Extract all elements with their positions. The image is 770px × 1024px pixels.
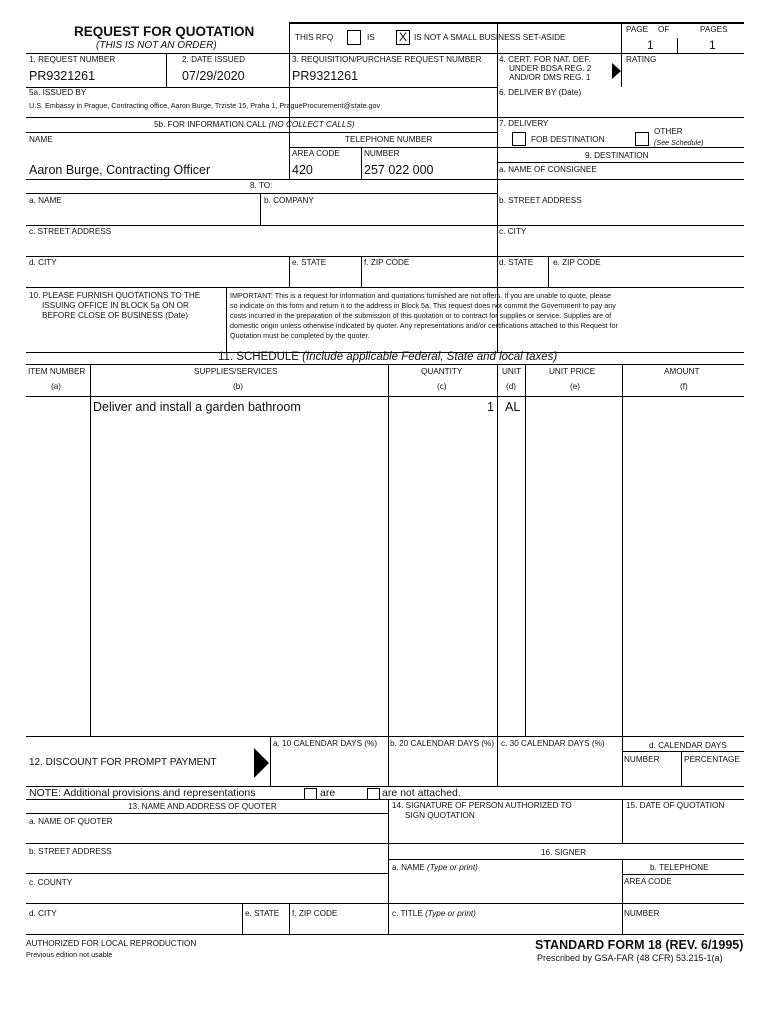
small-business-is-not-checkbox[interactable]: [396, 30, 410, 45]
footer-form-name: STANDARD FORM 18 (REV. 6/1995): [535, 938, 744, 952]
signer-number-label: NUMBER: [624, 909, 660, 918]
fob-destination-checkbox[interactable]: [512, 132, 526, 146]
info-call-label: 5b. FOR INFORMATION CALL (NO COLLECT CALLS): [154, 120, 355, 129]
this-rfq-label: THIS RFQ: [295, 33, 334, 42]
delivery-label: 7. DELIVERY: [499, 119, 549, 128]
form-subtitle: (THIS IS NOT AN ORDER): [96, 40, 217, 51]
is-not-label: IS NOT A SMALL BUSINESS SET-ASIDE: [414, 33, 566, 42]
signer-title-label: c. TITLE (Type or print): [392, 909, 476, 918]
signature-label-a: 14. SIGNATURE OF PERSON AUTHORIZED TO: [392, 801, 572, 810]
dest-zip-label: e. ZIP CODE: [553, 258, 601, 267]
quoter-street-label: b. STREET ADDRESS: [29, 847, 112, 856]
requisition-label: 3. REQUISITION/PURCHASE REQUEST NUMBER: [292, 55, 482, 64]
col-sub-b: (b): [233, 382, 244, 391]
row-quantity[interactable]: 1: [487, 400, 494, 414]
quoter-state-label: e. STATE: [245, 909, 280, 918]
to-company-label: b. COMPANY: [264, 196, 314, 205]
area-code-label: AREA CODE: [292, 149, 340, 158]
dest-state-label: d. STATE: [499, 258, 534, 267]
form-title: REQUEST FOR QUOTATION: [74, 24, 255, 39]
pages-label: PAGES: [700, 25, 728, 34]
contact-name-value[interactable]: Aaron Burge, Contracting Officer: [29, 163, 211, 177]
col-header-quantity: QUANTITY: [421, 367, 463, 376]
discount-10-label: a. 10 CALENDAR DAYS (%): [273, 739, 378, 748]
provisions-are-checkbox[interactable]: [304, 788, 317, 800]
date-issued-value[interactable]: 07/29/2020: [182, 69, 245, 83]
row-description[interactable]: Deliver and install a garden bathroom: [93, 400, 301, 414]
of-label: OF: [658, 25, 670, 34]
provisions-are-not-label: are not attached.: [382, 787, 461, 799]
cert-label-3: AND/OR DMS REG. 1: [509, 73, 591, 82]
area-code-value[interactable]: 420: [292, 163, 313, 177]
other-label: OTHER: [654, 127, 683, 136]
block10-line1: 10. PLEASE FURNISH QUOTATIONS TO THE: [29, 291, 201, 300]
pages-total[interactable]: 1: [709, 38, 716, 52]
quoter-name-label: a. NAME OF QUOTER: [29, 817, 113, 826]
col-header-unit: UNIT: [502, 367, 522, 376]
col-header-supplies: SUPPLIES/SERVICES: [194, 367, 278, 376]
to-company-field[interactable]: [261, 205, 496, 224]
destination-label: 9. DESTINATION: [585, 151, 649, 160]
discount-label: 12. DISCOUNT FOR PROMPT PAYMENT: [29, 757, 217, 768]
name-label: NAME: [29, 135, 53, 144]
schedule-title: 11. SCHEDULE (Include applicable Federal, State and local taxes): [218, 351, 558, 363]
col-header-unit-price: UNIT PRICE: [549, 367, 596, 376]
to-label: 8. TO:: [250, 181, 273, 190]
request-number-label: 1. REQUEST NUMBER: [29, 55, 116, 64]
footer-prescribed: Prescribed by GSA-FAR (48 CFR) 53.215-1(a): [537, 953, 723, 963]
signer-label: 16. SIGNER: [541, 848, 587, 857]
telephone-label: TELEPHONE NUMBER: [345, 135, 433, 144]
to-city-label: d. CITY: [29, 258, 57, 267]
col-sub-f: (f): [680, 382, 688, 391]
to-name-label: a. NAME: [29, 196, 62, 205]
page-label: PAGE: [626, 25, 649, 34]
to-zip-label: f. ZIP CODE: [364, 258, 410, 267]
signature-label-b: SIGN QUOTATION: [405, 811, 475, 820]
calendar-days-label: d. CALENDAR DAYS: [649, 741, 727, 750]
checkmark-x-icon: X: [398, 30, 407, 44]
cert-label-2: UNDER BDSA REG. 2: [509, 64, 592, 73]
discount-20-label: b. 20 CALENDAR DAYS (%): [390, 739, 495, 748]
row-unit[interactable]: AL: [505, 400, 521, 414]
arrow-right-icon: [612, 63, 621, 79]
signer-area-code-label: AREA CODE: [624, 877, 672, 886]
discount-percentage-label: PERCENTAGE: [684, 755, 740, 764]
small-business-is-checkbox[interactable]: [347, 30, 361, 45]
telephone-number-value[interactable]: 257 022 000: [364, 163, 434, 177]
arrow-right-icon: [254, 748, 269, 778]
other-checkbox[interactable]: [635, 132, 649, 146]
discount-number-label: NUMBER: [624, 755, 660, 764]
important-line: so indicate on this form and return it to the address in Block 5a. This request does not commit the Government to pay any: [230, 301, 616, 310]
col-header-amount: AMOUNT: [664, 367, 700, 376]
date-of-quotation-label: 15. DATE OF QUOTATION: [626, 801, 725, 810]
quoter-name-field[interactable]: [27, 827, 387, 842]
quoter-zip-label: f. ZIP CODE: [292, 909, 338, 918]
quoter-county-label: c. COUNTY: [29, 878, 73, 887]
is-label: IS: [367, 33, 375, 42]
to-street-label: c. STREET ADDRESS: [29, 227, 112, 236]
dest-city-label: c. CITY: [499, 227, 527, 236]
provisions-are-not-checkbox[interactable]: [367, 788, 380, 800]
col-header-item: ITEM NUMBER: [28, 367, 86, 376]
request-number-value[interactable]: PR9321261: [29, 69, 96, 83]
note-text: NOTE: Additional provisions and representations: [29, 787, 256, 799]
quoter-label: 13. NAME AND ADDRESS OF QUOTER: [128, 802, 277, 811]
footer-previous: Previous edition not usable: [26, 950, 113, 959]
signer-name-label: a. NAME (Type or print): [392, 863, 478, 872]
provisions-are-label: are: [320, 787, 336, 799]
see-schedule-label: (See Schedule): [654, 138, 704, 147]
col-sub-c: (c): [437, 382, 447, 391]
signer-telephone-label: b. TELEPHONE: [650, 863, 709, 872]
deliver-by-label: 6. DELIVER BY (Date): [499, 88, 582, 97]
block10-line3: BEFORE CLOSE OF BUSINESS (Date): [42, 311, 189, 320]
col-sub-e: (e): [570, 382, 581, 391]
fob-destination-label: FOB DESTINATION: [531, 135, 605, 144]
date-issued-label: 2. DATE ISSUED: [182, 55, 246, 64]
page-number[interactable]: 1: [647, 38, 654, 52]
block10-line2: ISSUING OFFICE IN BLOCK 5a ON OR: [42, 301, 189, 310]
requisition-value[interactable]: PR9321261: [292, 69, 359, 83]
to-state-label: e. STATE: [292, 258, 327, 267]
issued-by-value[interactable]: U.S. Embassy in Prague, Contracting office, Aaron Burge, Trziste 15, Praha 1, PragueProcurement@state.gov: [29, 101, 381, 110]
important-line: Quotation must be completed by the quoter.: [230, 331, 370, 340]
consignee-field[interactable]: [498, 176, 743, 224]
important-line: costs incurred in the preparation of the submission of this quotation or to contract for supplies or service. Supplies are of: [230, 311, 612, 320]
rating-label: RATING: [626, 55, 657, 64]
col-sub-a: (a): [51, 382, 62, 391]
dest-street-label: b. STREET ADDRESS: [499, 196, 582, 205]
important-line: IMPORTANT: This is a request for information and quotations furnished are not offers. If you are unable to quote, please: [230, 291, 612, 300]
issued-by-label: 5a. ISSUED BY: [29, 88, 87, 97]
to-name-field[interactable]: [27, 205, 259, 224]
important-line: domestic origin unless otherwise indicated by quoter. Any representations and/or certifications attached to this Request for: [230, 321, 618, 330]
col-sub-d: (d): [506, 382, 517, 391]
cert-label-1: 4. CERT. FOR NAT. DEF.: [499, 55, 591, 64]
consignee-label: a. NAME OF CONSIGNEE: [499, 165, 597, 174]
quoter-city-label: d. CITY: [29, 909, 57, 918]
footer-authorized: AUTHORIZED FOR LOCAL REPRODUCTION: [26, 939, 197, 948]
number-label: NUMBER: [364, 149, 400, 158]
discount-30-label: c. 30 CALENDAR DAYS (%): [501, 739, 605, 748]
signature-field[interactable]: [389, 822, 621, 842]
